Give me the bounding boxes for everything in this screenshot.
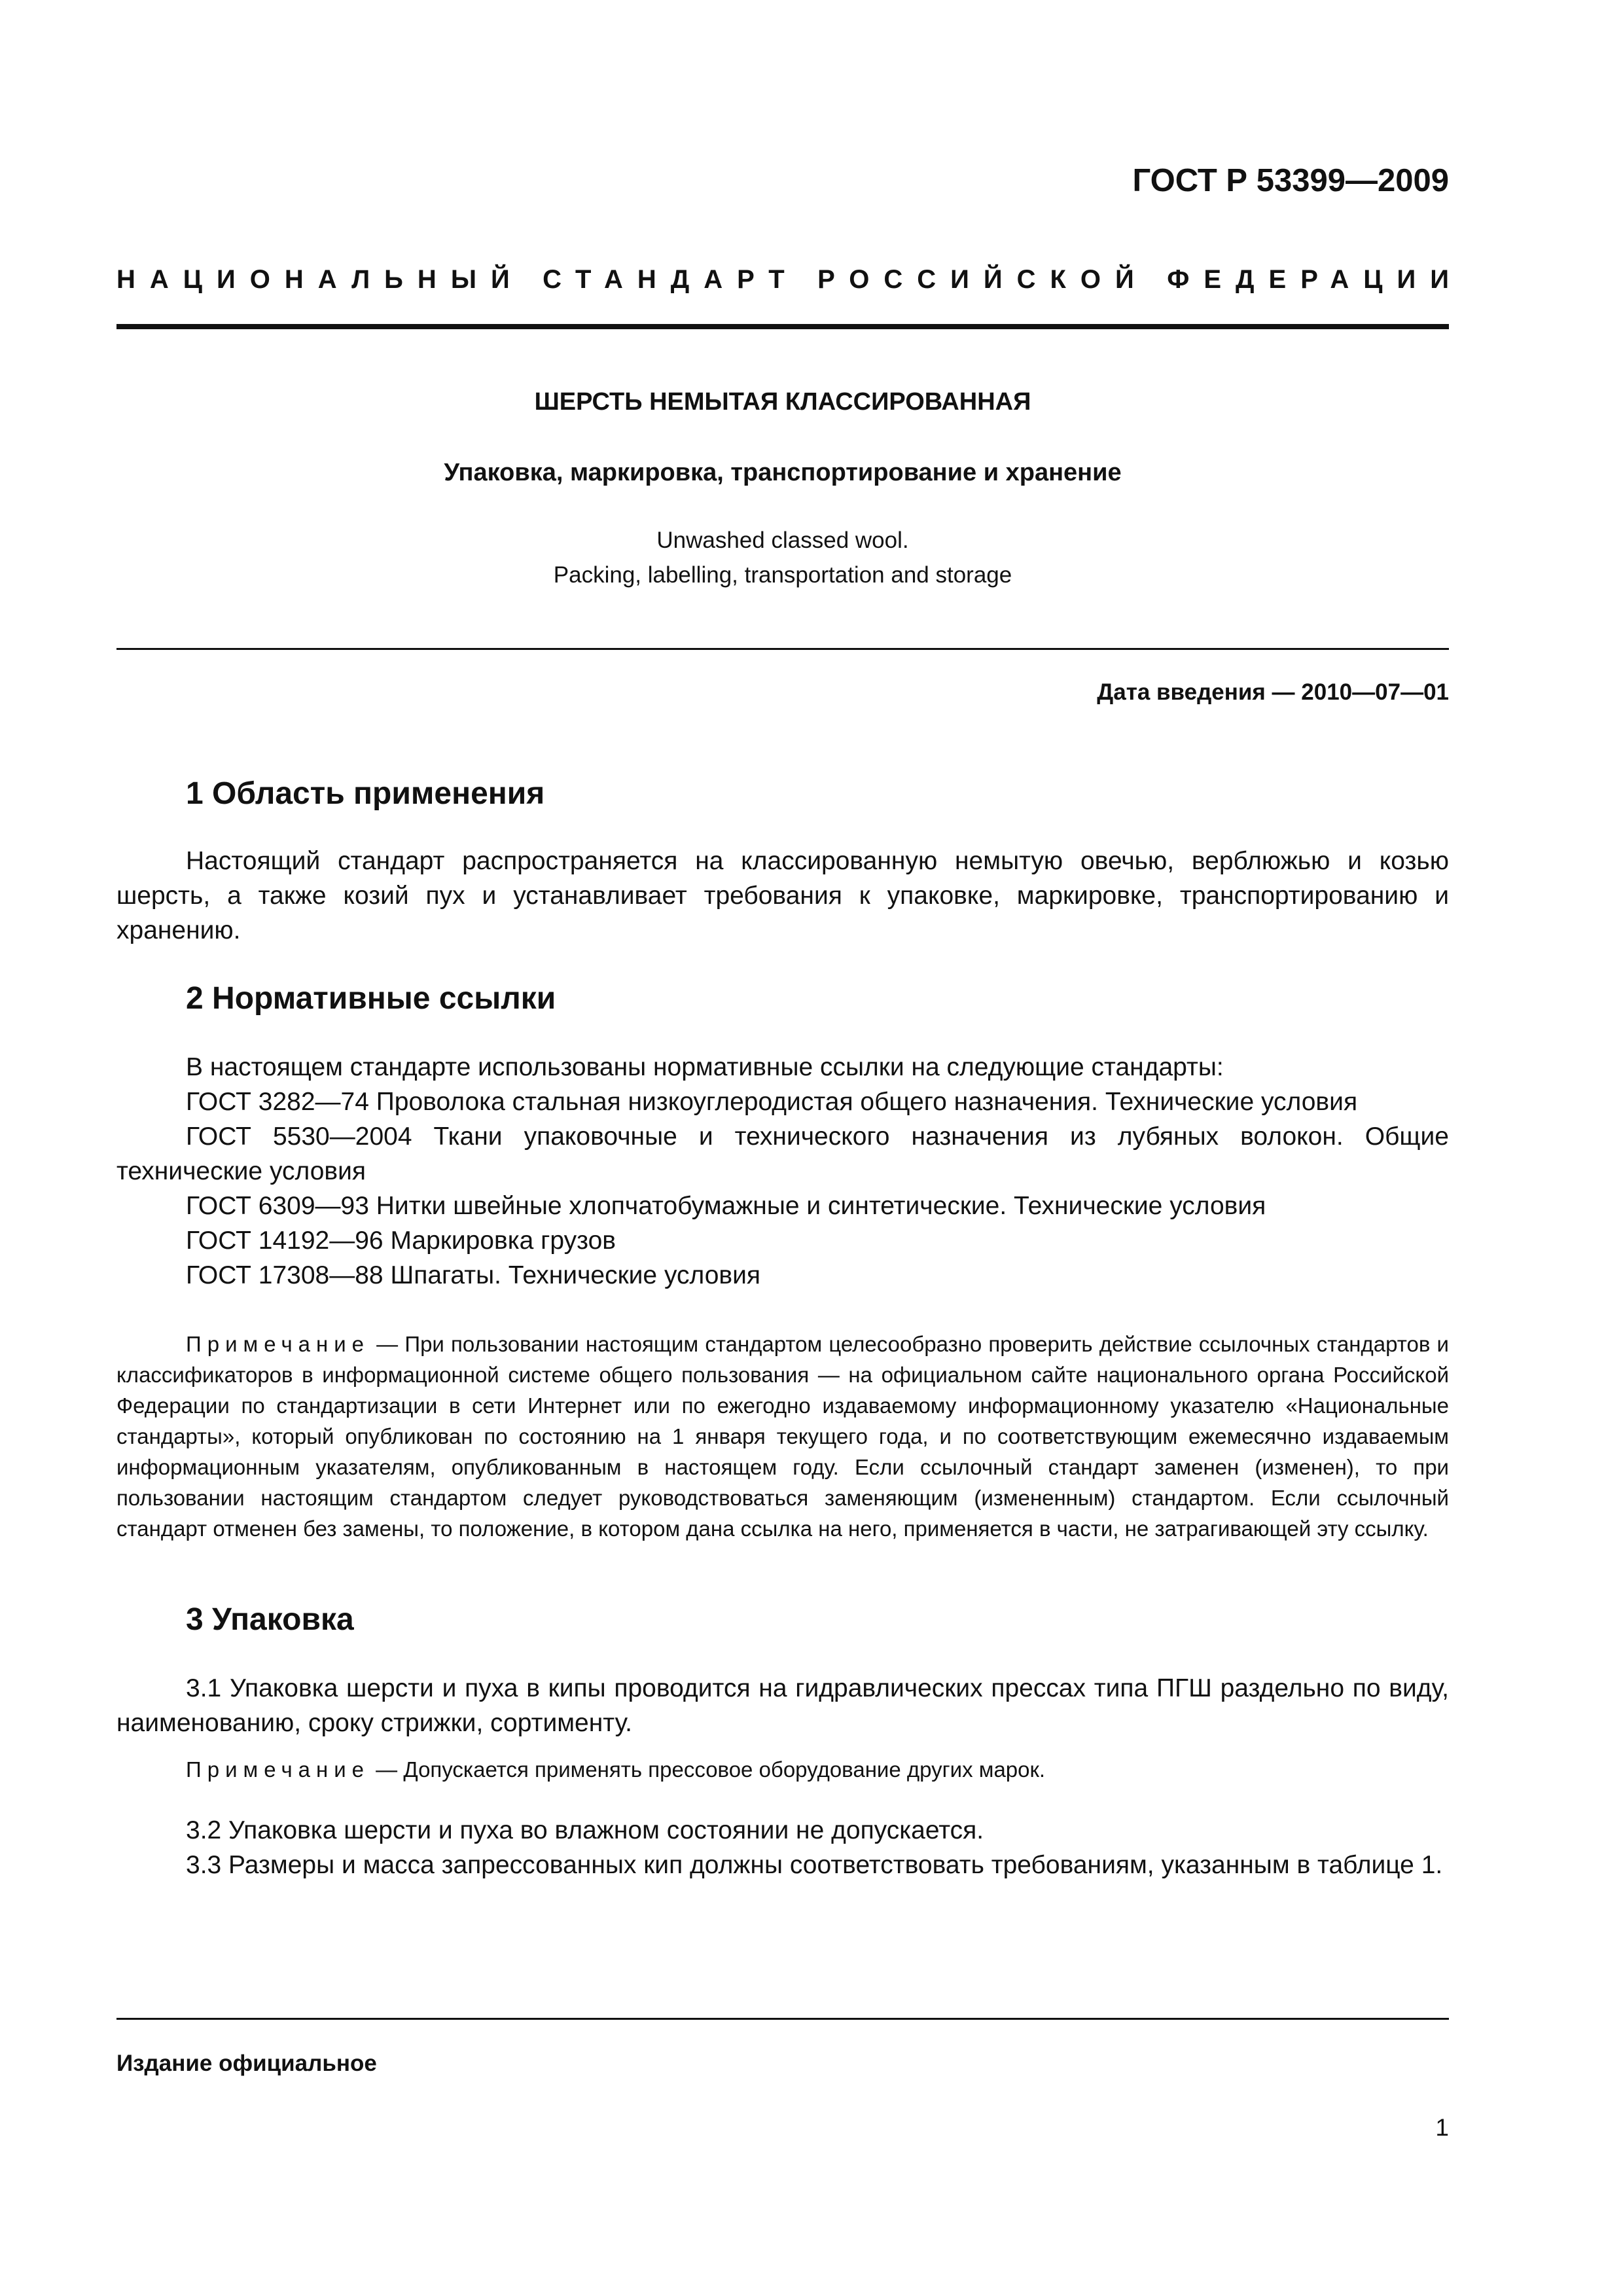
header-divider (116, 324, 1449, 329)
section-paragraph: 3.1 Упаковка шерсти и пуха в кипы проводится на гидравлических прессах типа ПГШ раздельно по виду, наименованию, сроку стрижки, сортименту. (116, 1674, 1449, 1737)
section-heading: 1 Область применения (186, 776, 545, 811)
document-subtitle: Упаковка, маркировка, транспортирование и хранение (444, 459, 1122, 486)
packing-note (116, 1754, 1449, 1785)
page-number: 1 (1435, 2114, 1449, 2141)
section-paragraph: Настоящий стандарт распространяется на классированную немытую овечью, верблюжью и козью шерсть, а также козий пух и устанавливает требования к упаковке, маркировке, транспортированию и хранению. (116, 847, 1449, 944)
reference-item: ГОСТ 14192—96 Маркировка грузов (186, 1227, 616, 1255)
reference-item: ГОСТ 6309—93 Нитки швейные хлопчатобумажные и синтетические. Технические условия (186, 1192, 1266, 1220)
section-heading: 2 Нормативные ссылки (186, 981, 556, 1016)
title-divider (116, 648, 1449, 650)
note-label: Примечание (186, 1757, 370, 1782)
english-title (116, 523, 1449, 592)
official-edition-label: Издание официальное (116, 2051, 377, 2076)
english-title-line: Unwashed classed wool. (656, 528, 909, 553)
note-text: — Допускается применять прессовое оборудование других марок. (370, 1757, 1046, 1782)
section-heading: 3 Упаковка (186, 1602, 354, 1637)
references-intro: В настоящем стандарте использованы нормативные ссылки на следующие стандарты: (186, 1053, 1224, 1081)
reference-item: ГОСТ 17308—88 Шпагаты. Технические условия (186, 1261, 761, 1289)
banner-word: СТАНДАРТ (543, 265, 799, 294)
footer-divider (116, 2018, 1449, 2020)
banner-word: ФЕДЕРАЦИИ (1167, 265, 1463, 294)
note-text: — При пользовании настоящим стандартом целесообразно проверить действие ссылочных стандартов и классификаторов в информационной системе общего пользования — на официальном сайте национального органа Российской Федерации по стандартизации в сети Интернет или по ежегодно издаваемому информационному указателю «Национальные стандарты», который опубликован по состоянию на 1 января текущего года, и по соответствующим ежемесячно издаваемым информационным указателям, опубликованным в настоящем году. Если ссылочный стандарт заменен (изменен), то при пользовании настоящим стандартом следует руководствоваться заменяющим (измененным) стандартом. Если ссылочный стандарт отменен без замены, то положение, в котором дана ссылка на него, применяется в части, не затрагивающей эту ссылку. (116, 1332, 1449, 1541)
introduction-date: Дата введения — 2010—07—01 (1097, 679, 1449, 705)
normative-references (116, 1050, 1449, 1293)
gost-number: ГОСТ Р 53399—2009 (1132, 163, 1449, 198)
reference-item: ГОСТ 3282—74 Проволока стальная низкоуглеродистая общего назначения. Технические условия (186, 1088, 1358, 1116)
section-paragraph: 3.3 Размеры и масса запрессованных кип должны соответствовать требованиям, указанным в таблице 1. (186, 1851, 1443, 1879)
banner-word: РОССИЙСКОЙ (817, 265, 1149, 294)
banner-word: НАЦИОНАЛЬНЫЙ (116, 265, 524, 294)
note-label: Примечание (186, 1332, 370, 1356)
references-note (116, 1329, 1449, 1544)
national-standard-banner (116, 265, 1463, 295)
document-title: ШЕРСТЬ НЕМЫТАЯ КЛАССИРОВАННАЯ (534, 388, 1031, 416)
reference-item: ГОСТ 5530—2004 Ткани упаковочные и технического назначения из лубяных волокон. Общие технические условия (116, 1122, 1449, 1185)
section-paragraph: 3.2 Упаковка шерсти и пуха во влажном состоянии не допускается. (186, 1816, 984, 1844)
english-title-line: Packing, labelling, transportation and storage (553, 562, 1012, 588)
